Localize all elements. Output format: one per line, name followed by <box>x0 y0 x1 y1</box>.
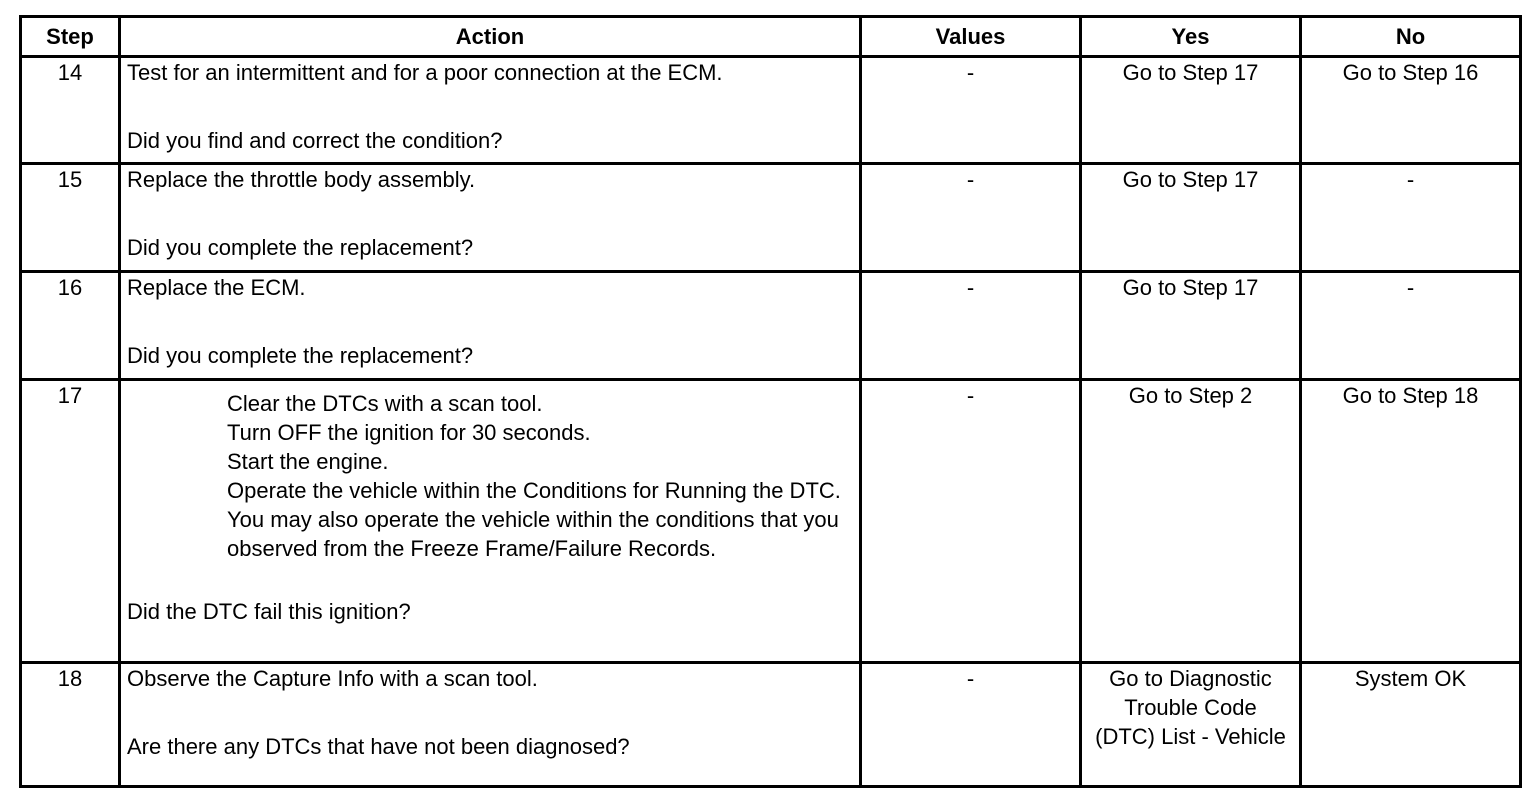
action-question: Did you complete the replacement? <box>127 343 474 368</box>
action-question: Are there any DTCs that have not been diagnosed? <box>127 734 630 759</box>
step-number: 18 <box>21 663 120 787</box>
values-cell: - <box>861 272 1081 380</box>
action-cell <box>120 272 861 380</box>
yes-cell: Go to Diagnostic Trouble Code (DTC) List - Vehicle <box>1081 663 1301 787</box>
yes-cell: Go to Step 17 <box>1081 57 1301 164</box>
action-question: Did you find and correct the condition? <box>127 128 503 153</box>
header-values: Values <box>861 17 1081 57</box>
values-cell: - <box>861 380 1081 663</box>
action-question: Did the DTC fail this ignition? <box>127 599 411 624</box>
substep-item: Operate the vehicle within the Conditions for Running the DTC. You may also operate the vehicle within the conditions that you observed from the Freeze Frame/Failure Records. <box>227 478 841 561</box>
values-cell: - <box>861 663 1081 787</box>
yes-cell: Go to Step 17 <box>1081 272 1301 380</box>
no-cell: Go to Step 18 <box>1301 380 1521 663</box>
values-cell: - <box>861 57 1081 164</box>
action-intro: Observe the Capture Info with a scan tool. <box>127 666 538 691</box>
header-row <box>21 17 1521 57</box>
action-cell <box>120 164 861 272</box>
action-question: Did you complete the replacement? <box>127 235 474 260</box>
table-row <box>21 272 1521 380</box>
no-cell: - <box>1301 272 1521 380</box>
substep-item: Clear the DTCs with a scan tool. <box>227 391 543 416</box>
no-cell: Go to Step 16 <box>1301 57 1521 164</box>
table-row <box>21 164 1521 272</box>
step-number: 14 <box>21 57 120 164</box>
diagnostic-table <box>19 15 1522 788</box>
action-intro: Replace the ECM. <box>127 275 306 300</box>
step-number: 16 <box>21 272 120 380</box>
action-cell <box>120 663 861 787</box>
substep-item: Turn OFF the ignition for 30 seconds. <box>227 420 591 445</box>
step-number: 17 <box>21 380 120 663</box>
action-intro: Test for an intermittent and for a poor connection at the ECM. <box>127 60 723 85</box>
step-number: 15 <box>21 164 120 272</box>
table-row <box>21 663 1521 787</box>
yes-cell: Go to Step 2 <box>1081 380 1301 663</box>
action-intro: Replace the throttle body assembly. <box>127 167 476 192</box>
yes-cell: Go to Step 17 <box>1081 164 1301 272</box>
substep-item: Start the engine. <box>227 449 389 474</box>
values-cell: - <box>861 164 1081 272</box>
header-yes: Yes <box>1081 17 1301 57</box>
header-no: No <box>1301 17 1521 57</box>
table-row <box>21 380 1521 663</box>
header-step: Step <box>21 17 120 57</box>
action-cell <box>120 57 861 164</box>
substep-list <box>127 389 853 563</box>
table-row <box>21 57 1521 164</box>
header-action: Action <box>120 17 861 57</box>
action-cell <box>120 380 861 663</box>
no-cell: - <box>1301 164 1521 272</box>
no-cell: System OK <box>1301 663 1521 787</box>
